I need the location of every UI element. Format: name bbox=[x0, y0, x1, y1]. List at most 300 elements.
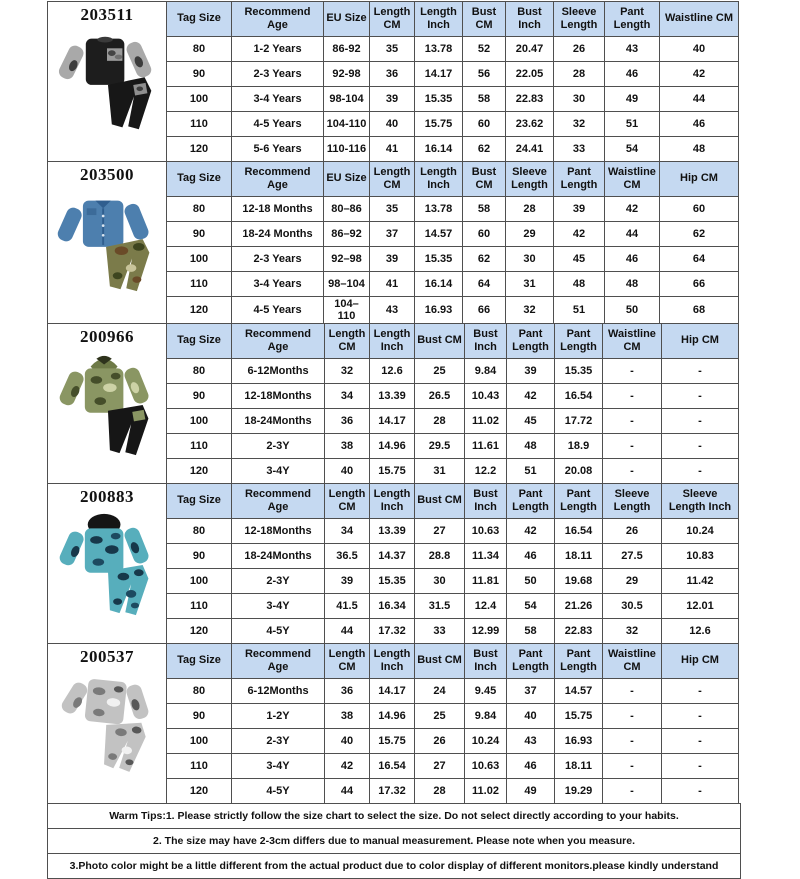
size-cell: 25 bbox=[415, 704, 465, 729]
size-cell: 66 bbox=[660, 272, 739, 297]
size-cell: 2-3Y bbox=[232, 434, 325, 459]
column-header: EU Size bbox=[324, 2, 370, 37]
size-cell: 1-2 Years bbox=[232, 37, 324, 62]
size-cell: 90 bbox=[167, 62, 232, 87]
size-cell: 28.8 bbox=[415, 544, 465, 569]
size-cell: 110 bbox=[167, 754, 232, 779]
size-cell: 15.75 bbox=[370, 729, 415, 754]
size-cell: 39 bbox=[554, 197, 605, 222]
size-cell: 6-12Months bbox=[232, 359, 325, 384]
size-row bbox=[167, 519, 739, 544]
size-row bbox=[167, 112, 739, 137]
size-cell: 17.72 bbox=[555, 409, 603, 434]
product-image bbox=[54, 27, 160, 139]
size-cell: 58 bbox=[507, 619, 555, 644]
size-cell: 100 bbox=[167, 409, 232, 434]
size-cell: 2-3Y bbox=[232, 729, 325, 754]
size-row bbox=[167, 87, 739, 112]
size-cell: 26 bbox=[603, 519, 662, 544]
size-cell: 32 bbox=[554, 112, 605, 137]
size-row bbox=[167, 704, 739, 729]
size-cell: 28 bbox=[554, 62, 605, 87]
size-cell: 120 bbox=[167, 619, 232, 644]
product-section-200537 bbox=[47, 643, 741, 804]
size-table bbox=[166, 643, 739, 804]
size-cell: 45 bbox=[507, 409, 555, 434]
column-header: Length CM bbox=[325, 324, 370, 359]
size-cell: 26 bbox=[415, 729, 465, 754]
column-header: Pant Length bbox=[605, 2, 660, 37]
size-cell: - bbox=[662, 679, 739, 704]
size-cell: 2-3 Years bbox=[232, 247, 324, 272]
product-cell bbox=[47, 323, 167, 484]
size-cell: 14.96 bbox=[370, 434, 415, 459]
column-header: Waistline CM bbox=[605, 162, 660, 197]
product-image bbox=[54, 509, 160, 621]
size-row bbox=[167, 544, 739, 569]
size-cell: 86-92 bbox=[324, 37, 370, 62]
size-cell: 15.75 bbox=[370, 459, 415, 484]
size-cell: 30 bbox=[506, 247, 554, 272]
column-header: EU Size bbox=[324, 162, 370, 197]
size-cell: 80 bbox=[167, 679, 232, 704]
size-cell: 10.24 bbox=[465, 729, 507, 754]
size-row bbox=[167, 62, 739, 87]
size-cell: - bbox=[603, 679, 662, 704]
size-cell: 23.62 bbox=[506, 112, 554, 137]
size-cell: 60 bbox=[463, 222, 506, 247]
size-cell: 2-3Y bbox=[232, 569, 325, 594]
size-cell: 41 bbox=[370, 137, 415, 162]
size-cell: - bbox=[603, 384, 662, 409]
size-cell: 16.54 bbox=[555, 384, 603, 409]
column-header: Waistline CM bbox=[603, 324, 662, 359]
size-row bbox=[167, 729, 739, 754]
column-header: Pant Length bbox=[555, 484, 603, 519]
column-header: Length CM bbox=[370, 2, 415, 37]
size-table bbox=[166, 1, 739, 162]
size-cell: 16.54 bbox=[370, 754, 415, 779]
column-header: Recommend Age bbox=[232, 162, 324, 197]
size-cell: 40 bbox=[325, 729, 370, 754]
size-cell: 10.83 bbox=[662, 544, 739, 569]
size-row bbox=[167, 679, 739, 704]
size-cell: 35 bbox=[370, 197, 415, 222]
size-row bbox=[167, 754, 739, 779]
size-cell: 6-12Months bbox=[232, 679, 325, 704]
size-cell: 16.93 bbox=[415, 297, 463, 324]
size-cell: 62 bbox=[463, 137, 506, 162]
size-cell: 49 bbox=[507, 779, 555, 804]
size-cell: 41.5 bbox=[325, 594, 370, 619]
size-cell: 10.24 bbox=[662, 519, 739, 544]
size-cell: 51 bbox=[554, 297, 605, 324]
size-row bbox=[167, 37, 739, 62]
size-cell: 17.32 bbox=[370, 619, 415, 644]
size-cell: 14.17 bbox=[370, 409, 415, 434]
size-cell: 12.99 bbox=[465, 619, 507, 644]
size-cell: - bbox=[662, 434, 739, 459]
size-cell: - bbox=[603, 409, 662, 434]
size-cell: 12-18Months bbox=[232, 384, 325, 409]
header-row bbox=[167, 162, 739, 197]
size-cell: 4-5Y bbox=[232, 619, 325, 644]
size-cell: 62 bbox=[463, 247, 506, 272]
size-cell: 66 bbox=[463, 297, 506, 324]
size-cell: 80 bbox=[167, 197, 232, 222]
size-cell: 62 bbox=[660, 222, 739, 247]
column-header: Bust CM bbox=[415, 324, 465, 359]
size-cell: 25 bbox=[415, 359, 465, 384]
column-header: Length Inch bbox=[370, 484, 415, 519]
size-cell: 42 bbox=[507, 384, 555, 409]
product-cell bbox=[47, 161, 167, 324]
size-cell: 18-24 Months bbox=[232, 222, 324, 247]
column-header: Sleeve Length Inch bbox=[662, 484, 739, 519]
column-header: Hip CM bbox=[662, 644, 739, 679]
column-header: Recommend Age bbox=[232, 2, 324, 37]
column-header: Recommend Age bbox=[232, 484, 325, 519]
size-cell: 46 bbox=[660, 112, 739, 137]
size-cell: 4-5Y bbox=[232, 779, 325, 804]
size-cell: - bbox=[662, 459, 739, 484]
size-cell: 5-6 Years bbox=[232, 137, 324, 162]
size-cell: 16.14 bbox=[415, 137, 463, 162]
size-cell: 44 bbox=[325, 779, 370, 804]
size-cell: 32 bbox=[603, 619, 662, 644]
product-section-203511 bbox=[47, 1, 741, 162]
size-cell: 46 bbox=[507, 754, 555, 779]
size-row bbox=[167, 569, 739, 594]
product-code: 200883 bbox=[80, 487, 134, 506]
size-cell: 56 bbox=[463, 62, 506, 87]
size-cell: 46 bbox=[507, 544, 555, 569]
size-cell: 40 bbox=[370, 112, 415, 137]
size-cell: 54 bbox=[605, 137, 660, 162]
size-cell: 90 bbox=[167, 704, 232, 729]
column-header: Bust CM bbox=[415, 484, 465, 519]
size-cell: 44 bbox=[325, 619, 370, 644]
size-cell: 46 bbox=[605, 247, 660, 272]
column-header: Bust CM bbox=[463, 2, 506, 37]
column-header: Length Inch bbox=[370, 644, 415, 679]
size-cell: 9.45 bbox=[465, 679, 507, 704]
size-cell: 4-5 Years bbox=[232, 112, 324, 137]
column-header: Pant Length bbox=[507, 324, 555, 359]
size-cell: 13.39 bbox=[370, 384, 415, 409]
size-cell: 11.61 bbox=[465, 434, 507, 459]
header-row bbox=[167, 644, 739, 679]
size-cell: 64 bbox=[463, 272, 506, 297]
size-cell: 18.11 bbox=[555, 754, 603, 779]
size-cell: - bbox=[603, 754, 662, 779]
size-cell: 42 bbox=[507, 519, 555, 544]
column-header: Tag Size bbox=[167, 324, 232, 359]
size-cell: 24 bbox=[415, 679, 465, 704]
header-row bbox=[167, 324, 739, 359]
size-cell: 64 bbox=[660, 247, 739, 272]
size-row bbox=[167, 272, 739, 297]
column-header: Hip CM bbox=[660, 162, 739, 197]
size-cell: 37 bbox=[507, 679, 555, 704]
size-cell: 34 bbox=[325, 384, 370, 409]
size-cell: 92–98 bbox=[324, 247, 370, 272]
product-section-200883 bbox=[47, 483, 741, 644]
product-code: 203511 bbox=[80, 5, 134, 24]
size-cell: 42 bbox=[325, 754, 370, 779]
column-header: Length CM bbox=[325, 644, 370, 679]
size-cell: 42 bbox=[554, 222, 605, 247]
size-cell: 100 bbox=[167, 247, 232, 272]
size-row bbox=[167, 359, 739, 384]
size-cell: 3-4 Years bbox=[232, 87, 324, 112]
column-header: Hip CM bbox=[662, 324, 739, 359]
product-code: 203500 bbox=[80, 165, 134, 184]
size-cell: 68 bbox=[660, 297, 739, 324]
size-cell: 42 bbox=[605, 197, 660, 222]
product-cell bbox=[47, 483, 167, 644]
size-cell: 90 bbox=[167, 544, 232, 569]
size-cell: - bbox=[662, 754, 739, 779]
size-cell: 98-104 bbox=[324, 87, 370, 112]
size-cell: 52 bbox=[463, 37, 506, 62]
size-cell: 46 bbox=[605, 62, 660, 87]
size-cell: 11.81 bbox=[465, 569, 507, 594]
size-cell: 11.42 bbox=[662, 569, 739, 594]
product-section-203500 bbox=[47, 161, 741, 324]
column-header: Length CM bbox=[370, 162, 415, 197]
column-header: Tag Size bbox=[167, 484, 232, 519]
size-cell: 90 bbox=[167, 384, 232, 409]
size-cell: 9.84 bbox=[465, 704, 507, 729]
size-cell: 20.08 bbox=[555, 459, 603, 484]
size-cell: 92-98 bbox=[324, 62, 370, 87]
size-cell: 58 bbox=[463, 87, 506, 112]
size-cell: 1-2Y bbox=[232, 704, 325, 729]
size-cell: 13.78 bbox=[415, 197, 463, 222]
size-cell: 45 bbox=[554, 247, 605, 272]
size-cell: 12-18Months bbox=[232, 519, 325, 544]
header-row bbox=[167, 2, 739, 37]
size-cell: 12-18 Months bbox=[232, 197, 324, 222]
product-cell bbox=[47, 1, 167, 162]
column-header: Length CM bbox=[325, 484, 370, 519]
size-table bbox=[166, 483, 739, 644]
size-cell: 37 bbox=[370, 222, 415, 247]
size-cell: 48 bbox=[660, 137, 739, 162]
column-header: Bust Inch bbox=[465, 484, 507, 519]
size-cell: 48 bbox=[554, 272, 605, 297]
size-cell: 12.2 bbox=[465, 459, 507, 484]
size-cell: 44 bbox=[605, 222, 660, 247]
column-header: Tag Size bbox=[167, 644, 232, 679]
product-section-200966 bbox=[47, 323, 741, 484]
column-header: Sleeve Length bbox=[554, 2, 605, 37]
size-cell: 4-5 Years bbox=[232, 297, 324, 324]
column-header: Length Inch bbox=[415, 162, 463, 197]
size-row bbox=[167, 409, 739, 434]
size-cell: 27 bbox=[415, 519, 465, 544]
column-header: Bust Inch bbox=[465, 644, 507, 679]
size-cell: 28 bbox=[415, 409, 465, 434]
size-cell: 39 bbox=[325, 569, 370, 594]
size-cell: 49 bbox=[605, 87, 660, 112]
size-cell: 33 bbox=[415, 619, 465, 644]
size-cell: 40 bbox=[325, 459, 370, 484]
size-cell: - bbox=[603, 459, 662, 484]
size-row bbox=[167, 137, 739, 162]
size-cell: 16.54 bbox=[555, 519, 603, 544]
size-cell: 38 bbox=[325, 704, 370, 729]
size-cell: 41 bbox=[370, 272, 415, 297]
column-header: Bust Inch bbox=[506, 2, 554, 37]
size-row bbox=[167, 619, 739, 644]
size-cell: 86–92 bbox=[324, 222, 370, 247]
size-cell: - bbox=[662, 704, 739, 729]
size-cell: 54 bbox=[507, 594, 555, 619]
size-cell: - bbox=[662, 729, 739, 754]
size-cell: 110-116 bbox=[324, 137, 370, 162]
size-cell: 28 bbox=[415, 779, 465, 804]
size-table bbox=[166, 323, 739, 484]
size-cell: 19.29 bbox=[555, 779, 603, 804]
size-cell: 20.47 bbox=[506, 37, 554, 62]
size-cell: 44 bbox=[660, 87, 739, 112]
column-header: Pant Length bbox=[555, 324, 603, 359]
size-cell: - bbox=[662, 409, 739, 434]
size-cell: 43 bbox=[605, 37, 660, 62]
size-cell: 21.26 bbox=[555, 594, 603, 619]
size-chart-sheet bbox=[47, 1, 741, 879]
size-cell: 100 bbox=[167, 87, 232, 112]
size-cell: 39 bbox=[370, 247, 415, 272]
size-cell: 16.93 bbox=[555, 729, 603, 754]
size-cell: - bbox=[662, 779, 739, 804]
product-image bbox=[54, 187, 160, 299]
size-cell: 12.6 bbox=[370, 359, 415, 384]
size-cell: 27 bbox=[415, 754, 465, 779]
size-cell: 19.68 bbox=[555, 569, 603, 594]
size-cell: 15.35 bbox=[370, 569, 415, 594]
size-cell: 15.75 bbox=[415, 112, 463, 137]
size-cell: 15.35 bbox=[415, 247, 463, 272]
size-cell: 17.32 bbox=[370, 779, 415, 804]
size-cell: 15.35 bbox=[415, 87, 463, 112]
column-header: Sleeve Length bbox=[506, 162, 554, 197]
column-header: Bust CM bbox=[463, 162, 506, 197]
size-cell: 80–86 bbox=[324, 197, 370, 222]
size-cell: 43 bbox=[507, 729, 555, 754]
size-row bbox=[167, 594, 739, 619]
size-cell: 39 bbox=[370, 87, 415, 112]
column-header: Pant Length bbox=[507, 484, 555, 519]
column-header: Waistline CM bbox=[660, 2, 739, 37]
product-code: 200537 bbox=[80, 647, 134, 666]
size-cell: - bbox=[603, 704, 662, 729]
size-cell: 90 bbox=[167, 222, 232, 247]
size-cell: 9.84 bbox=[465, 359, 507, 384]
size-cell: 30.5 bbox=[603, 594, 662, 619]
size-cell: 36 bbox=[370, 62, 415, 87]
size-cell: 80 bbox=[167, 519, 232, 544]
size-row bbox=[167, 197, 739, 222]
size-cell: 36.5 bbox=[325, 544, 370, 569]
size-row bbox=[167, 384, 739, 409]
size-cell: 12.4 bbox=[465, 594, 507, 619]
size-cell: 48 bbox=[507, 434, 555, 459]
size-cell: 18.9 bbox=[555, 434, 603, 459]
size-row bbox=[167, 247, 739, 272]
size-cell: 2-3 Years bbox=[232, 62, 324, 87]
size-row bbox=[167, 459, 739, 484]
size-cell: 120 bbox=[167, 137, 232, 162]
size-cell: 22.83 bbox=[555, 619, 603, 644]
warm-tips-line-3: 3.Photo color might be a little different from the actual product due to color display of different monitors.please kindly understand bbox=[47, 853, 741, 879]
size-cell: 39 bbox=[507, 359, 555, 384]
size-cell: 100 bbox=[167, 569, 232, 594]
size-cell: 60 bbox=[463, 112, 506, 137]
size-cell: 15.35 bbox=[555, 359, 603, 384]
size-cell: 80 bbox=[167, 37, 232, 62]
size-cell: 10.43 bbox=[465, 384, 507, 409]
size-cell: 3-4Y bbox=[232, 594, 325, 619]
size-cell: - bbox=[603, 434, 662, 459]
size-cell: 104–110 bbox=[324, 297, 370, 324]
column-header: Bust Inch bbox=[465, 324, 507, 359]
size-cell: 58 bbox=[463, 197, 506, 222]
size-cell: - bbox=[662, 359, 739, 384]
column-header: Pant Length bbox=[555, 644, 603, 679]
column-header: Length Inch bbox=[370, 324, 415, 359]
size-cell: 43 bbox=[370, 297, 415, 324]
column-header: Recommend Age bbox=[232, 324, 325, 359]
size-cell: 98–104 bbox=[324, 272, 370, 297]
size-cell: 3-4 Years bbox=[232, 272, 324, 297]
size-cell: 80 bbox=[167, 359, 232, 384]
size-cell: 29.5 bbox=[415, 434, 465, 459]
size-row bbox=[167, 297, 739, 324]
size-cell: 32 bbox=[325, 359, 370, 384]
size-cell: 48 bbox=[605, 272, 660, 297]
size-cell: 36 bbox=[325, 679, 370, 704]
size-cell: 50 bbox=[605, 297, 660, 324]
size-cell: 14.96 bbox=[370, 704, 415, 729]
warm-tips-line-2: 2. The size may have 2-3cm differs due to manual measurement. Please note when you measure. bbox=[47, 828, 741, 854]
size-cell: 42 bbox=[660, 62, 739, 87]
size-cell: 3-4Y bbox=[232, 459, 325, 484]
size-cell: 11.34 bbox=[465, 544, 507, 569]
size-cell: 30 bbox=[554, 87, 605, 112]
size-cell: 27.5 bbox=[603, 544, 662, 569]
size-table bbox=[166, 161, 739, 324]
size-cell: 26.5 bbox=[415, 384, 465, 409]
size-cell: 51 bbox=[507, 459, 555, 484]
column-header: Bust CM bbox=[415, 644, 465, 679]
product-image bbox=[54, 669, 160, 781]
size-cell: - bbox=[603, 779, 662, 804]
size-cell: 14.17 bbox=[415, 62, 463, 87]
size-cell: - bbox=[662, 384, 739, 409]
size-cell: 104-110 bbox=[324, 112, 370, 137]
size-cell: 40 bbox=[507, 704, 555, 729]
size-cell: 34 bbox=[325, 519, 370, 544]
size-cell: 31 bbox=[415, 459, 465, 484]
size-cell: 50 bbox=[507, 569, 555, 594]
size-cell: 36 bbox=[325, 409, 370, 434]
size-cell: 120 bbox=[167, 779, 232, 804]
size-cell: 29 bbox=[506, 222, 554, 247]
size-row bbox=[167, 434, 739, 459]
